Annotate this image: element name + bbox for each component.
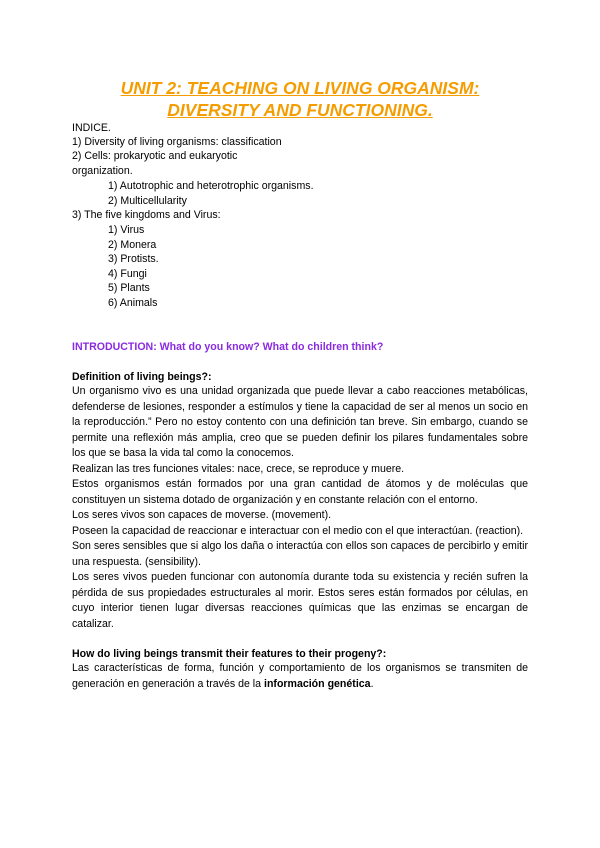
transmit-body [72,661,528,692]
index-subitem: 2) Multicellularity [108,195,187,207]
index-subitem: 1) Autotrophic and heterotrophic organisms. [108,180,314,192]
definition-paragraph: Los seres vivos son capaces de moverse. (movement). [72,509,332,521]
index-subitem: 5) Plants [108,282,150,294]
transmit-text: Las características de forma, función y comportamiento de los organismos se transmiten de generación en generación a través de la [72,662,528,690]
genetic-information-term: información genética [264,677,371,690]
index-item: 2) Cells: prokaryotic and eukaryotic [72,150,238,162]
introduction-heading: INTRODUCTION: What do you know? What do children think? [72,341,384,353]
index-subitem: 2) Monera [108,239,157,251]
index-subitem: 3) Protists. [108,253,159,265]
index-subitem: 6) Animals [108,297,158,309]
transmit-heading: How do living beings transmit their features to their progeny?: [72,648,387,660]
unit-title-line-2: DIVERSITY AND FUNCTIONING. [167,100,433,120]
index-item: organization. [72,165,133,177]
definition-paragraph: Poseen la capacidad de reaccionar e interactuar con el medio con el que interactúan. (reaction). [72,524,524,537]
index-item: 3) The five kingdoms and Virus: [72,209,221,221]
definition-body [72,384,528,632]
transmit-paragraph [72,661,528,692]
index-subitem: 4) Fungi [108,268,147,280]
definition-paragraph: Son seres sensibles que si algo los daña o interactúa con ellos son capaces de percibirlo y emitir una respuesta. (sensibility). [72,540,528,568]
definition-paragraph: Los seres vivos pueden funcionar con autonomía durante toda su existencia y recién sufren la pérdida de sus propiedades estructurales al morir. Estos seres están formados por células, en cuyo interior tienen lugar diversas reacciones químicas que las enzimas se encargan de catalizar. [72,571,528,630]
definition-paragraph: Un organismo vivo es una unidad organizada que puede llevar a cabo reacciones metabólicas, defenderse de lesiones, responder a estímulos y tiene la capacidad de ser al menos un socio en la reproducción.” Pero no estoy contento con una definición tan breve. Sin embargo, cuando se permite una reflexión más amplia, creo que se pueden definir los pilares fundamentales sobre los que se basa la vida tal como la conocemos. [72,385,528,459]
unit-title-line-1: UNIT 2: TEACHING ON LIVING ORGANISM: [120,78,480,98]
index-subitem: 1) Virus [108,224,145,236]
definition-heading: Definition of living beings?: [72,371,212,383]
transmit-text-end: . [370,677,374,690]
index-label: INDICE. [72,122,111,134]
definition-paragraph: Estos organismos están formados por una gran cantidad de átomos y de moléculas que constituyen un sistema dotado de organización y en constante relación con el entorno. [72,478,528,506]
index-item: 1) Diversity of living organisms: classification [72,136,282,148]
definition-paragraph: Realizan las tres funciones vitales: nace, crece, se reproduce y muere. [72,462,405,475]
